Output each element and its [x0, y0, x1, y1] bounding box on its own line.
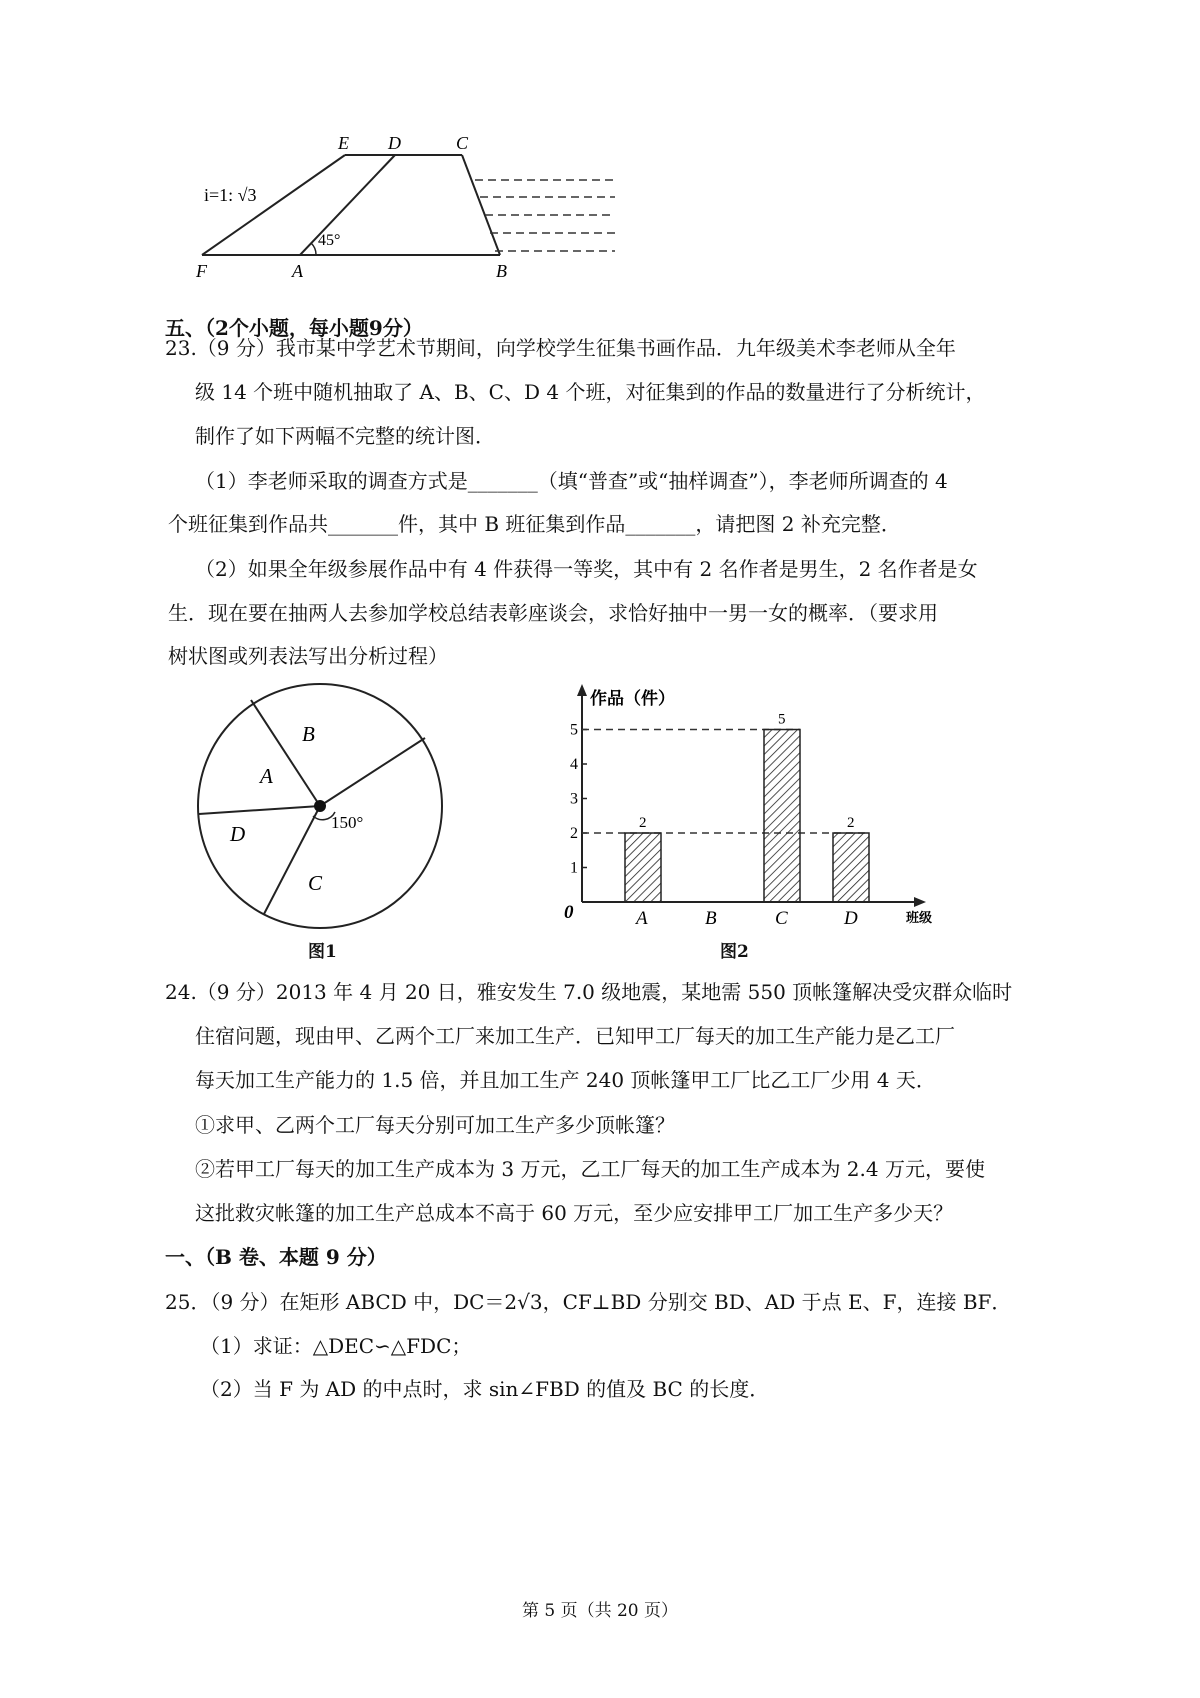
question-line: 级 14 个班中随机抽取了 A、B、C、D 4 个班，对征集到的作品的数量进行了分析统计，: [195, 380, 986, 404]
question-line: ①求甲、乙两个工厂每天分别可加工生产多少顶帐篷？: [195, 1113, 675, 1137]
pie-angle-label: 150°: [331, 813, 364, 832]
section-heading: 五、（2个小题，每小题9分）: [165, 316, 423, 340]
y-tick-label: 2: [570, 825, 578, 842]
question-line: 住宿问题，现由甲、乙两个工厂来加工生产．已知甲工厂每天的加工生产能力是乙工厂: [195, 1024, 955, 1048]
point-label: B: [496, 261, 507, 281]
pie-label-d: D: [230, 822, 246, 846]
figure-caption: 图1: [308, 942, 337, 962]
point-label: A: [292, 261, 303, 281]
question-line: ②若甲工厂每天的加工生产成本为 3 万元，乙工厂每天的加工生产成本为 2.4 万元，要使: [195, 1157, 985, 1181]
question-line: （2）当 F 为 AD 的中点时，求 sin∠FBD 的值及 BC 的长度．: [200, 1377, 770, 1401]
y-tick-label: 4: [570, 756, 578, 773]
bar-chart: [560, 678, 950, 938]
question-line: （1）李老师采取的调查方式是_______（填“普查”或“抽样调查”），李老师所调查的 4: [195, 469, 948, 493]
trapezoid-figure: [190, 125, 650, 285]
y-tick-label: 1: [570, 859, 578, 877]
point-label: D: [388, 133, 401, 153]
bar-value-label: 5: [778, 711, 786, 728]
pie-label-b: B: [302, 722, 315, 746]
y-axis-label: 作品（件）: [590, 689, 675, 708]
x-tick-label: B: [705, 908, 717, 929]
question-line: 每天加工生产能力的 1.5 倍，并且加工生产 240 顶帐篷甲工厂比乙工厂少用 4 天．: [195, 1068, 936, 1092]
x-tick-label: D: [844, 908, 858, 929]
point-label: E: [338, 133, 349, 153]
section-heading: 一、（B 卷、本题 9 分）: [165, 1245, 387, 1269]
question-line: 个班征集到作品共_______件，其中 B 班征集到作品_______，请把图 2 补充完整．: [168, 512, 901, 536]
x-tick-label: C: [775, 908, 788, 929]
bar: [833, 833, 869, 902]
bar: [764, 730, 800, 903]
angle-label: 45°: [318, 232, 341, 249]
pie-figure: [185, 678, 475, 968]
question-line: 25．（9 分）在矩形 ABCD 中，DC＝2√3，CF⊥BD 分别交 BD、AD 于点 E、F，连接 BF．: [165, 1290, 1012, 1314]
question-line: 24.（9 分）2013 年 4 月 20 日，雅安发生 7.0 级地震，某地需 550 顶帐篷解决受灾群众临时: [165, 980, 1013, 1004]
question-line: 制作了如下两幅不完整的统计图．: [195, 424, 495, 448]
pie-label-a: A: [260, 764, 273, 788]
question-line: 23.（9 分）我市某中学艺术节期间，向学校学生征集书画作品．九年级美术李老师从全年: [165, 336, 956, 360]
question-line: 生．现在要在抽两人去参加学校总结表彰座谈会，求恰好抽中一男一女的概率．（要求用: [168, 601, 938, 625]
question-line: （1）求证：△DEC∽△FDC；: [200, 1334, 472, 1358]
point-label: F: [196, 261, 207, 281]
bar-value-label: 2: [847, 815, 855, 831]
bar-value-label: 2: [639, 815, 647, 831]
x-axis-label: 班级: [906, 910, 933, 925]
point-label: C: [456, 133, 469, 153]
x-tick-label: A: [636, 908, 648, 929]
page-footer: 第 5 页（共 20 页）: [521, 1601, 679, 1621]
y-tick-label: 0: [564, 902, 574, 923]
figure-caption: 图2: [720, 942, 749, 962]
pie-label-c: C: [308, 871, 323, 895]
bar: [625, 833, 661, 902]
question-line: （2）如果全年级参展作品中有 4 件获得一等奖，其中有 2 名作者是男生，2 名作者是女: [195, 557, 978, 581]
y-tick-label: 3: [570, 790, 578, 808]
y-tick-label: 5: [570, 721, 578, 739]
question-line: 树状图或列表法写出分析过程）: [168, 644, 448, 668]
question-line: 这批救灾帐篷的加工生产总成本不高于 60 万元，至少应安排甲工厂加工生产多少天？: [195, 1201, 954, 1225]
slope-label: i=1: √3: [204, 185, 257, 205]
